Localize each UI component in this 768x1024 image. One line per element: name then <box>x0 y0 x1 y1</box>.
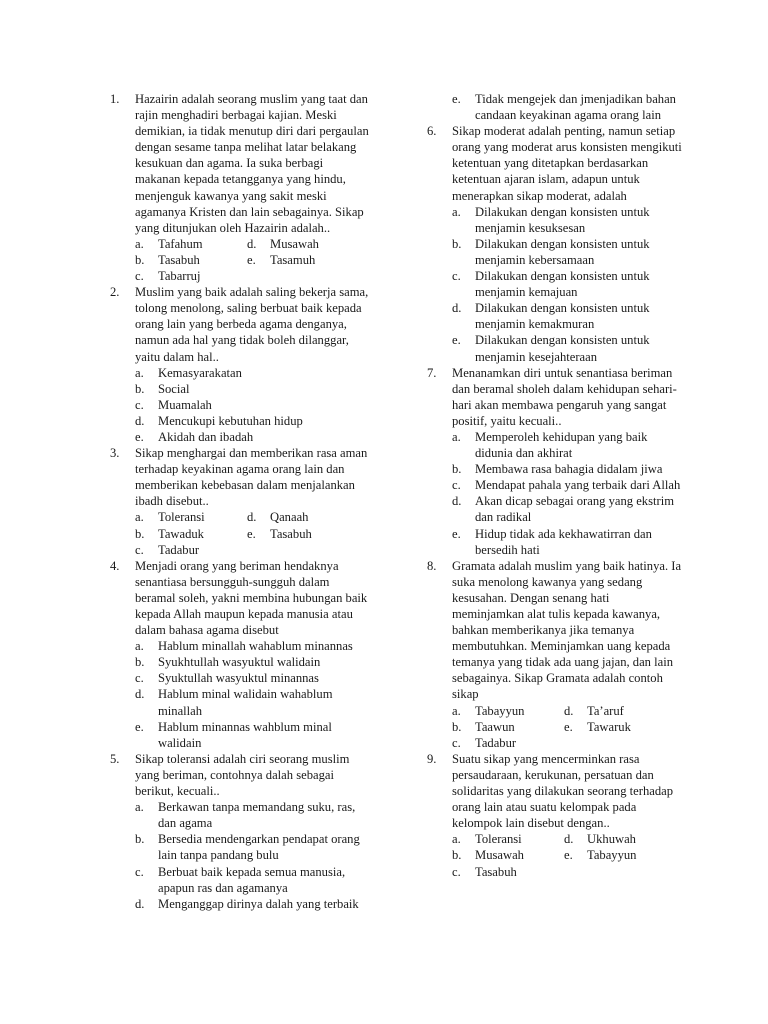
option-list <box>135 638 370 751</box>
question-number: 6. <box>427 124 437 139</box>
option-list <box>452 831 683 879</box>
option-text: Social <box>158 381 190 396</box>
option-text: Dilakukan dengan konsisten untuk menjamin kemajuan <box>475 269 650 300</box>
question-line <box>110 751 370 799</box>
answer-option <box>452 526 683 558</box>
answer-option <box>564 719 676 735</box>
option-text: Berkawan tanpa memandang suku, ras, dan agama <box>158 800 356 831</box>
question-line <box>110 445 370 509</box>
question-text: Menanamkan diri untuk senantiasa beriman dan beramal sholeh dalam kehidupan sehari-hari akan membawa pengaruh yang sangat positif, yaitu kecuali.. <box>452 365 677 428</box>
option-row <box>135 252 370 268</box>
option-text: Musawah <box>475 848 524 863</box>
question-text: Hazairin adalah seorang muslim yang taat dan rajin menghadiri berbagai kajian. Meski demikian, ia tidak menutup diri dari pergaulan dengan sesame tanpa melihat latar belakang kesukuan dan agama. Ia suka berbagi makanan kepada tetangganya yang hindu, menjenguk kawanya yang sakit meski agamanya Kristen dan lain sebagainya. Sikap yang ditunjukan oleh Hazairin adalah.. <box>135 92 369 235</box>
option-text: Tawaruk <box>587 719 631 734</box>
option-row <box>135 236 370 252</box>
question-item <box>110 751 370 912</box>
question-text: Sikap toleransi adalah ciri seorang muslim yang beriman, contohnya dalah sebagai berikut, kecuali.. <box>135 751 350 799</box>
option-text: Toleransi <box>475 832 522 847</box>
option-row <box>452 719 683 735</box>
answer-option <box>135 638 370 654</box>
answer-option <box>452 300 683 332</box>
answer-option <box>452 703 564 719</box>
answer-option <box>135 509 247 525</box>
option-list <box>135 509 370 557</box>
option-letter: c. <box>452 478 461 493</box>
option-letter: a. <box>135 510 144 525</box>
option-letter: d. <box>135 687 145 702</box>
option-letter: a. <box>452 204 461 219</box>
answer-option <box>452 847 564 863</box>
answer-option <box>135 799 370 831</box>
option-text: Qanaah <box>270 510 309 525</box>
option-letter: c. <box>452 269 461 284</box>
option-text: Hablum minallah wahablum minannas <box>158 639 353 654</box>
answer-option <box>452 831 564 847</box>
answer-option <box>135 429 370 445</box>
option-text: Dilakukan dengan konsisten untuk menjamin kemakmuran <box>475 301 650 332</box>
option-text: Tadabur <box>475 735 517 750</box>
option-text: Taawun <box>475 719 515 734</box>
option-letter: c. <box>135 542 144 557</box>
option-text: Hidup tidak ada kekhawatirran dan bersedih hati <box>475 526 652 557</box>
option-letter: b. <box>452 236 462 251</box>
option-text: Hablum minannas wahblum minal walidain <box>158 719 332 750</box>
question-item <box>427 123 683 364</box>
answer-option <box>135 413 370 429</box>
option-letter: c. <box>452 864 461 879</box>
option-text: Tasabuh <box>158 252 200 267</box>
option-letter: e. <box>564 719 573 734</box>
option-row <box>135 509 370 525</box>
option-letter: b. <box>135 832 145 847</box>
answer-option <box>452 91 683 123</box>
question-line <box>110 284 370 364</box>
question-item <box>427 365 683 558</box>
answer-option <box>452 864 683 880</box>
question-text: Gramata adalah muslim yang baik hatinya. Ia suka menolong kawanya yang sedang kesusahan. Dengan senang hati meminjamkan alat tulis kepada kawanya, bahkan memberikanya jika temanya membutuhkan. Meminjamkan uang kepada temanya yang tidak ada uang jajan, dan lain sebagainya. Sikap Gramata adalah contoh sikap <box>452 558 682 702</box>
answer-option <box>135 252 247 268</box>
answer-option <box>135 719 370 751</box>
option-text: Menganggap dirinya dalah yang terbaik <box>158 896 359 911</box>
answer-option <box>247 509 359 525</box>
option-text: Tabarruj <box>158 269 201 284</box>
option-row <box>452 847 683 863</box>
answer-option <box>452 477 683 493</box>
option-text: Tabayyun <box>587 848 637 863</box>
option-list <box>135 365 370 445</box>
option-text: Tawaduk <box>158 526 204 541</box>
question-item <box>427 558 683 751</box>
option-letter: a. <box>135 639 144 654</box>
option-letter: b. <box>135 381 145 396</box>
option-text: Mencukupi kebutuhan hidup <box>158 413 303 428</box>
option-text: Kemasyarakatan <box>158 365 242 380</box>
option-text: Tasabuh <box>270 526 312 541</box>
answer-option <box>452 236 683 268</box>
question-number: 5. <box>110 751 120 766</box>
option-letter: d. <box>247 510 257 525</box>
option-letter: c. <box>135 397 144 412</box>
answer-option <box>135 542 370 558</box>
answer-option <box>247 526 359 542</box>
option-text: Ukhuwah <box>587 832 636 847</box>
option-letter: e. <box>564 848 573 863</box>
answer-option <box>452 332 683 364</box>
question-number: 2. <box>110 285 120 300</box>
option-text: Tidak mengejek dan jmenjadikan bahan candaan keyakinan agama orang lain <box>475 92 676 123</box>
option-list <box>452 429 683 558</box>
option-letter: b. <box>135 655 145 670</box>
option-text: Syukhtullah wasyuktul walidain <box>158 655 321 670</box>
question-number: 3. <box>110 446 120 461</box>
option-list <box>452 91 683 123</box>
option-text: Dilakukan dengan konsisten untuk menjamin kesejahteraan <box>475 333 650 364</box>
answer-option <box>135 831 370 863</box>
answer-option <box>135 686 370 718</box>
answer-option <box>452 461 683 477</box>
option-letter: e. <box>135 429 144 444</box>
option-letter: a. <box>135 365 144 380</box>
question-text: Menjadi orang yang beriman hendaknya senantiasa bersungguh-sungguh dalam beramal soleh, yakni membina hubungan baik kepada Allah maupun kepada manusia atau dalam bahasa agama disebut <box>135 558 368 638</box>
option-text: Dilakukan dengan konsisten untuk menjamin kesuksesan <box>475 204 650 235</box>
option-text: Akidah dan ibadah <box>158 429 254 444</box>
question-line <box>427 123 683 203</box>
answer-option <box>135 670 370 686</box>
answer-option <box>135 864 370 896</box>
option-text: Tafahum <box>158 236 203 251</box>
option-list <box>452 703 683 751</box>
answer-option <box>135 896 370 912</box>
question-item <box>427 751 683 880</box>
answer-option <box>135 365 370 381</box>
option-text: Membawa rasa bahagia didalam jiwa <box>475 462 663 477</box>
option-text: Akan dicap sebagai orang yang ekstrim dan radikal <box>475 494 674 525</box>
option-letter: c. <box>135 269 144 284</box>
answer-option <box>135 526 247 542</box>
question-line <box>110 91 370 236</box>
answer-option <box>564 703 676 719</box>
question-number: 7. <box>427 365 437 380</box>
option-text: Tasamuh <box>270 252 316 267</box>
answer-option <box>452 719 564 735</box>
question-item <box>110 558 370 751</box>
option-letter: e. <box>452 92 461 106</box>
question-text: Muslim yang baik adalah saling bekerja sama, tolong menolong, saling berbuat baik kepada orang lain yang berbeda agama denganya, namun ada hal yang tidak boleh dilanggar, yaitu dalam hal.. <box>135 285 369 364</box>
option-list <box>135 236 370 284</box>
option-letter: d. <box>135 896 145 911</box>
option-letter: e. <box>135 719 144 734</box>
answer-option <box>247 252 359 268</box>
answer-option <box>452 429 683 461</box>
option-letter: b. <box>135 252 145 267</box>
left-column <box>110 91 370 912</box>
option-row <box>135 526 370 542</box>
right-column <box>427 91 683 880</box>
option-text: Memperoleh kehidupan yang baik didunia dan akhirat <box>475 429 648 461</box>
question-line <box>427 365 683 429</box>
option-row <box>452 831 683 847</box>
answer-option <box>564 847 676 863</box>
option-letter: b. <box>452 719 462 734</box>
option-letter: e. <box>452 526 461 541</box>
answer-option <box>452 735 683 751</box>
option-text: Tadabur <box>158 542 200 557</box>
question-text: Sikap menghargai dan memberikan rasa aman terhadap keyakinan agama orang lain dan memberikan kebebasan dalam menjalankan ibadh disebut.. <box>135 446 368 509</box>
question-text: Suatu sikap yang mencerminkan rasa persaudaraan, kerukunan, persatuan dan solidaritas yang dilakukan seorang terhadap orang lain atau suatu kelompak pada kelompok lain disebut dengan.. <box>452 751 674 831</box>
answer-option <box>247 236 359 252</box>
question-number: 1. <box>110 92 120 106</box>
option-letter: a. <box>452 703 461 718</box>
question-number: 9. <box>427 751 437 766</box>
question-line <box>427 558 683 703</box>
answer-option <box>135 268 370 284</box>
question-item <box>110 445 370 558</box>
option-letter: b. <box>452 848 462 863</box>
option-text: Toleransi <box>158 510 205 525</box>
question-item <box>110 284 370 445</box>
answer-option <box>452 268 683 300</box>
option-letter: b. <box>135 526 145 541</box>
option-letter: b. <box>452 462 462 477</box>
option-text: Musawah <box>270 236 319 251</box>
option-row <box>452 703 683 719</box>
option-text: Ta’aruf <box>587 703 624 718</box>
question-number: 8. <box>427 558 437 573</box>
option-text: Tabayyun <box>475 703 525 718</box>
option-letter: d. <box>564 832 574 847</box>
option-letter: c. <box>135 671 144 686</box>
answer-option <box>135 654 370 670</box>
question-number: 4. <box>110 558 120 573</box>
question-line <box>110 558 370 638</box>
option-text: Hablum minal walidain wahablum minallah <box>158 687 333 718</box>
option-text: Mendapat pahala yang terbaik dari Allah <box>475 478 681 493</box>
option-letter: a. <box>135 800 144 815</box>
option-letter: d. <box>564 703 574 718</box>
option-letter: d. <box>452 301 462 316</box>
option-letter: d. <box>135 413 145 428</box>
option-letter: a. <box>135 236 144 251</box>
option-text: Syuktullah wasyuktul minannas <box>158 671 319 686</box>
option-list <box>135 799 370 912</box>
option-letter: c. <box>452 735 461 750</box>
question-item <box>110 91 370 284</box>
option-text: Dilakukan dengan konsisten untuk menjamin kebersamaan <box>475 236 650 267</box>
answer-option <box>135 397 370 413</box>
answer-option <box>135 381 370 397</box>
option-letter: e. <box>247 526 256 541</box>
option-text: Muamalah <box>158 397 212 412</box>
answer-option <box>135 236 247 252</box>
option-letter: a. <box>452 832 461 847</box>
option-text: Berbuat baik kepada semua manusia, apapun ras dan agamanya <box>158 864 346 895</box>
question-line <box>427 751 683 831</box>
answer-option <box>452 204 683 236</box>
option-letter: d. <box>452 494 462 509</box>
option-list <box>452 204 683 365</box>
question-text: Sikap moderat adalah penting, namun setiap orang yang moderat arus konsisten mengikuti ketentuan yang ditetapkan berdasarkan ketentuan ajaran islam, adapun untuk menerapkan sikap moderat, adalah <box>452 124 682 203</box>
option-letter: e. <box>247 252 256 267</box>
option-letter: d. <box>247 236 257 251</box>
option-letter: c. <box>135 864 144 879</box>
answer-option <box>452 493 683 525</box>
option-text: Bersedia mendengarkan pendapat orang lain tanpa pandang bulu <box>158 832 360 863</box>
option-letter: e. <box>452 333 461 348</box>
answer-option <box>564 831 676 847</box>
option-letter: a. <box>452 429 461 444</box>
option-text: Tasabuh <box>475 864 517 879</box>
